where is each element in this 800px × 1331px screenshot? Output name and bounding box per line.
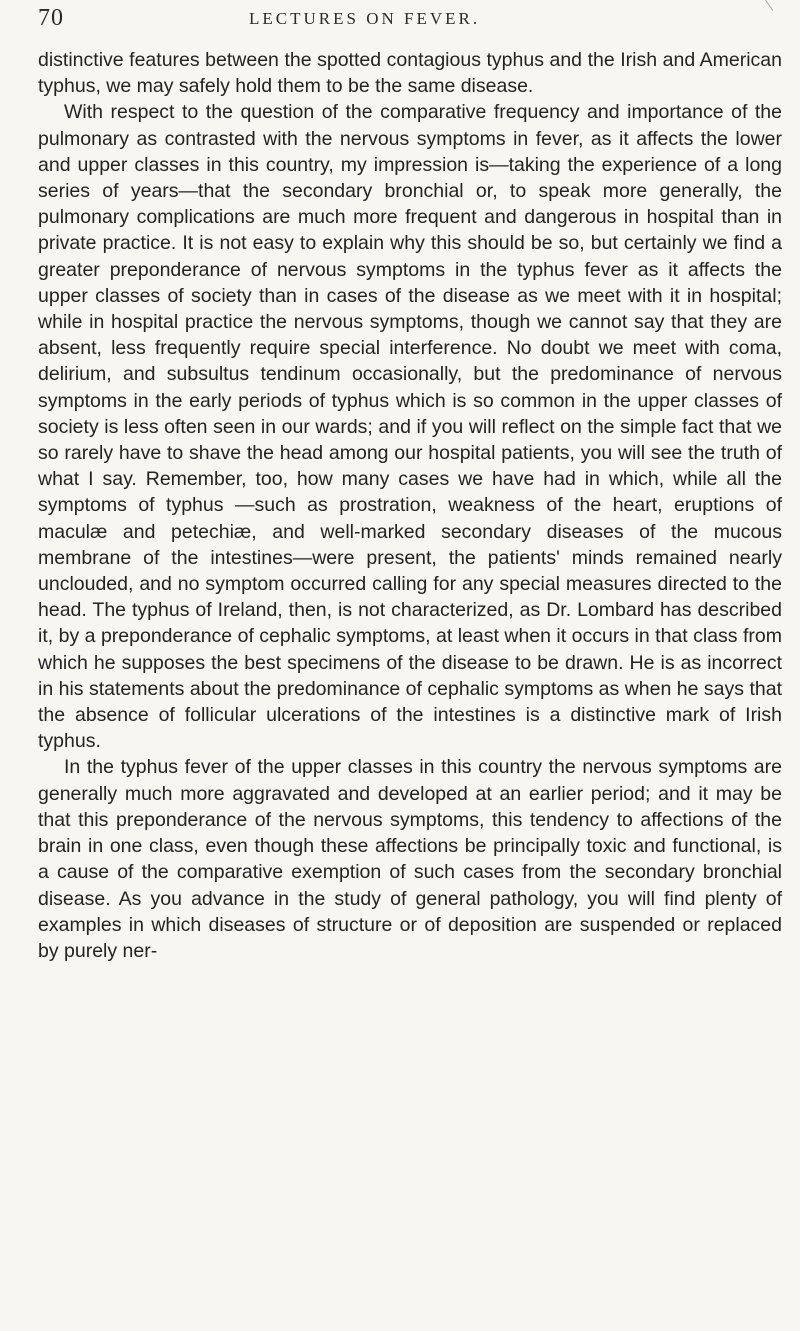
paragraph-upper-classes: In the typhus fever of the upper classes in this country the nervous symptoms are generally much more aggravated and developed at an earlier period; and it may be that this preponderance of the nervous symptoms, this tendency to affections of the brain in one class, even though these affections be principally toxic and functional, is a cause of the comparative exemption of such cases from the secondary bronchial disease. As you advance in the study of general pathology, you will find plenty of examples in which diseases of structure or of deposition are suspended or replaced by purely ner- [38, 756, 782, 962]
page-number: 70 [38, 5, 64, 31]
body-text [38, 47, 782, 964]
paragraph-comparative-frequency: With respect to the question of the comparative frequency and importance of the pulmonary as contrasted with the nervous symptoms in fever, as it affects the lower and upper classes in this country, my impression is—taking the experience of a long series of years—that the secondary bronchial or, to speak more generally, the pulmonary complications are much more frequent and dangerous in hospital than in private practice. It is not easy to explain why this should be so, but certainly we find a greater preponderance of nervous symptoms in the typhus fever as it affects the upper classes of society than in cases of the disease as we meet with it in hospital; while in hospital practice the nervous symptoms, though we cannot say that they are absent, less frequently require special interference. No doubt we meet with coma, delirium, and subsultus tendinum occasionally, but the predominance of nervous symptoms in the early periods of typhus which is so common in the upper classes of society is less often seen in our wards; and if you will reflect on the simple fact that we so rarely have to shave the head among our hospital patients, you will see the truth of what I say. Remember, too, how many cases we have had in which, while all the symptoms of typhus —such as prostration, weakness of the heart, eruptions of maculæ and petechiæ, and well-marked secondary diseases of the mucous membrane of the intestines—were present, the patients' minds remained nearly unclouded, and no symptom occurred calling for any special measures directed to the head. The typhus of Ireland, then, is not characterized, as Dr. Lombard has described it, by a preponderance of cephalic symptoms, at least when it occurs in that class from which he supposes the best specimens of the disease to be drawn. He is as incorrect in his statements about the predominance of cephalic symptoms as when he says that the absence of follicular ulcerations of the intestines is a distinctive mark of Irish typhus. [38, 101, 782, 753]
continued-paragraph: distinctive features between the spotted contagious typhus and the Irish and American typhus, we may safely hold them to be the same disease. [38, 49, 782, 98]
running-head: LECTURES ON FEVER. [249, 9, 481, 28]
page-header [38, 2, 778, 36]
page-corner-mark [752, 0, 773, 19]
